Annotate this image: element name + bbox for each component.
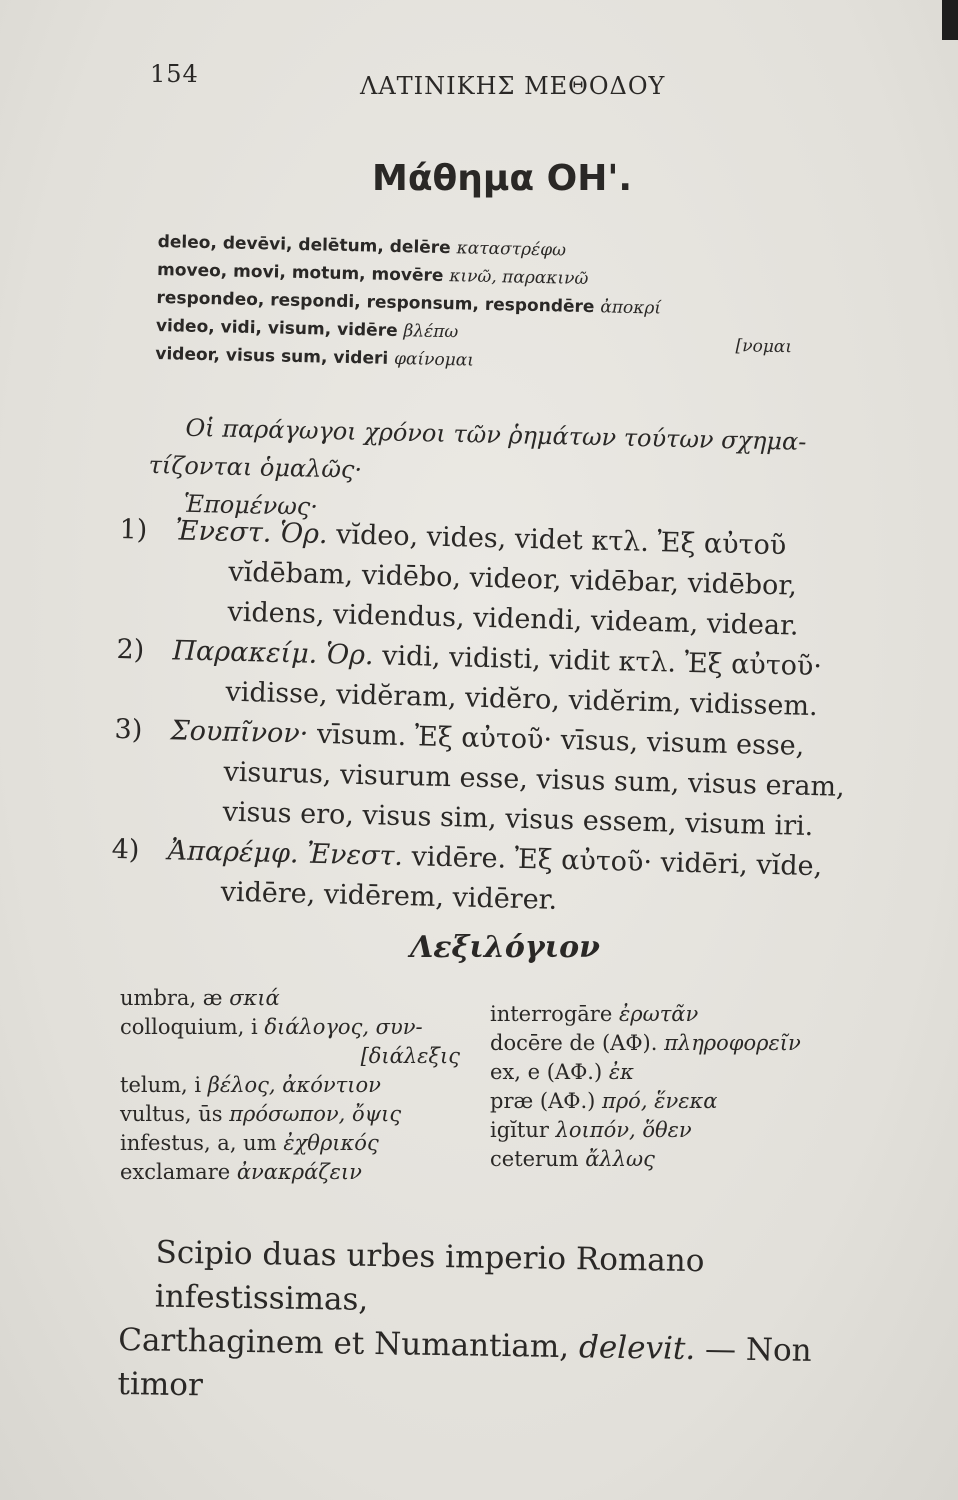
vocab-latin: respondeo, respondi, responsum, respondēre: [156, 287, 595, 318]
intro-line: τίζονται ὁμαλῶς·: [148, 450, 363, 484]
tense-label: Ἐνεστ. Ὁρ.: [175, 515, 328, 551]
forms-continuation: vidēre, vidērem, vidērer.: [220, 876, 558, 916]
intro-line: Ἑπομένως·: [183, 489, 319, 521]
conjugation-list: [110, 510, 880, 928]
lexicon-greek: ἄλλως: [585, 1147, 655, 1171]
forms-continuation: visurus, visurum esse, visus sum, visus eram,: [223, 756, 846, 803]
lexicon-latin: colloquium, i: [120, 1015, 258, 1039]
lexicon-latin: docēre de (ΑΦ).: [490, 1031, 658, 1055]
lexicon-entry: [120, 1013, 480, 1042]
lexicon-latin: exclamare: [120, 1160, 231, 1184]
sentence-text: — Non timor: [117, 1331, 812, 1404]
sentence-line: Scipio duas urbes imperio Romano infestissimas,: [154, 1234, 705, 1318]
lexicon-latin: vultus, ūs: [120, 1102, 223, 1126]
vocab-latin: deleo, devēvi, delētum, delēre: [157, 231, 451, 259]
page-number: 154: [150, 60, 199, 88]
lexicon-latin: ceterum: [490, 1147, 579, 1171]
item-number: 3): [114, 713, 143, 746]
lexicon-greek: ἀνακράζειν: [236, 1160, 362, 1184]
lexicon-greek: πρόσωπον, ὄψις: [229, 1102, 402, 1126]
lexicon-greek: βέλος, ἀκόντιον: [207, 1073, 381, 1097]
forms-text: vidēre. Ἐξ αὐτοῦ· vidēri, vĭde,: [411, 841, 823, 883]
lexicon-title: Λεξιλόγιον: [410, 930, 600, 965]
tense-label: Σουπῖνον·: [170, 715, 309, 750]
lexicon-right-column: [490, 1000, 890, 1174]
lexicon-latin: interrogāre: [490, 1002, 613, 1026]
lexicon-entry: [120, 984, 480, 1013]
lexicon-greek: ἐρωτᾶν: [618, 1002, 699, 1026]
lexicon-entry: [490, 1116, 890, 1145]
vocab-latin: moveo, movi, motum, movēre: [156, 259, 444, 286]
sentence-italic-verb: delevit.: [578, 1329, 696, 1368]
exercise-sentence: [117, 1230, 880, 1418]
tense-label: Παρακείμ. Ὁρ.: [172, 635, 374, 672]
lexicon-latin: infestus, a, um: [120, 1131, 277, 1155]
lesson-title: Μάθημα ΟΗ'.: [372, 158, 633, 199]
sentence-text: Carthaginem et Numantiam,: [117, 1321, 570, 1366]
lexicon-entry: [120, 1071, 480, 1100]
vocab-latin: video, vidi, visum, vidēre: [155, 315, 398, 342]
vocab-latin: videor, visus sum, videri: [155, 343, 389, 369]
lexicon-greek: ἐχθρικός: [283, 1131, 379, 1155]
running-title: ΛΑΤΙΝΙΚΗΣ ΜΕΘΟΔΟΥ: [360, 72, 666, 100]
lexicon-greek: σκιά: [229, 986, 280, 1010]
lexicon-entry: [120, 1100, 480, 1129]
vocab-greek: βλέπω: [403, 321, 459, 343]
lexicon-entry: [120, 1129, 480, 1158]
vocab-continuation: [νομαι: [735, 336, 793, 358]
forms-continuation: vidisse, vidĕram, vidĕro, vidĕrim, vidissem.: [225, 676, 819, 723]
intro-line: Οἱ παράγωγοι χρόνοι τῶν ῥημάτων τούτων σχημα-: [185, 413, 807, 456]
tense-label: Ἀπαρέμφ. Ἐνεστ.: [167, 835, 404, 873]
lexicon-latin: igĭtur: [490, 1118, 549, 1142]
vocabulary-list: [155, 228, 898, 383]
lexicon-entry: [120, 1042, 480, 1071]
item-number: 2): [116, 633, 145, 666]
forms-continuation: vĭdēbam, vidēbo, videor, vidēbar, vidēbor,: [228, 556, 798, 602]
lexicon-latin: præ (ΑΦ.): [490, 1089, 596, 1113]
forms-continuation: visus ero, visus sim, visus essem, visum iri.: [222, 796, 814, 843]
lexicon-left-column: [120, 984, 480, 1187]
lexicon-latin: umbra, æ: [120, 986, 223, 1010]
lexicon-greek: πληροφορεῖν: [664, 1031, 801, 1055]
forms-continuation: videns, videndus, videndi, videam, videar.: [227, 596, 799, 642]
lexicon-greek: λοιπόν, ὅθεν: [555, 1118, 692, 1142]
scan-edge-mark: [942, 0, 958, 40]
lexicon-entry: [490, 1058, 890, 1087]
vocab-greek: φαίνομαι: [393, 348, 475, 371]
lexicon-entry: [490, 1145, 890, 1174]
lexicon-latin: telum, i: [120, 1073, 202, 1097]
lexicon-entry: [490, 1087, 890, 1116]
forms-text: vĭdeo, vides, videt κτλ. Ἐξ αὐτοῦ: [335, 519, 787, 562]
lexicon-greek: διάλογος, συν-: [264, 1015, 423, 1039]
vocab-greek: ἀποκρί: [600, 297, 662, 319]
lexicon-entry: [490, 1029, 890, 1058]
lexicon-entry: [120, 1158, 480, 1187]
lexicon-latin: ex, e (ΑΦ.): [490, 1060, 603, 1084]
vocab-greek: κινῶ, παρακινῶ: [449, 266, 589, 290]
lexicon-greek: [διάλεξις: [360, 1044, 460, 1068]
vocab-greek: καταστρέφω: [456, 238, 567, 261]
sentence-line: [117, 1318, 878, 1418]
item-number: 1): [119, 513, 148, 546]
lexicon-entry: [490, 1000, 890, 1029]
lexicon-greek: ἐκ: [608, 1060, 634, 1084]
forms-text: vidi, vidisti, vidit κτλ. Ἐξ αὐτοῦ·: [381, 640, 823, 683]
lexicon-greek: πρό, ἕνεκα: [602, 1089, 718, 1113]
forms-text: vīsum. Ἐξ αὐτοῦ· vīsus, visum esse,: [316, 718, 805, 762]
item-number: 4): [111, 833, 140, 866]
